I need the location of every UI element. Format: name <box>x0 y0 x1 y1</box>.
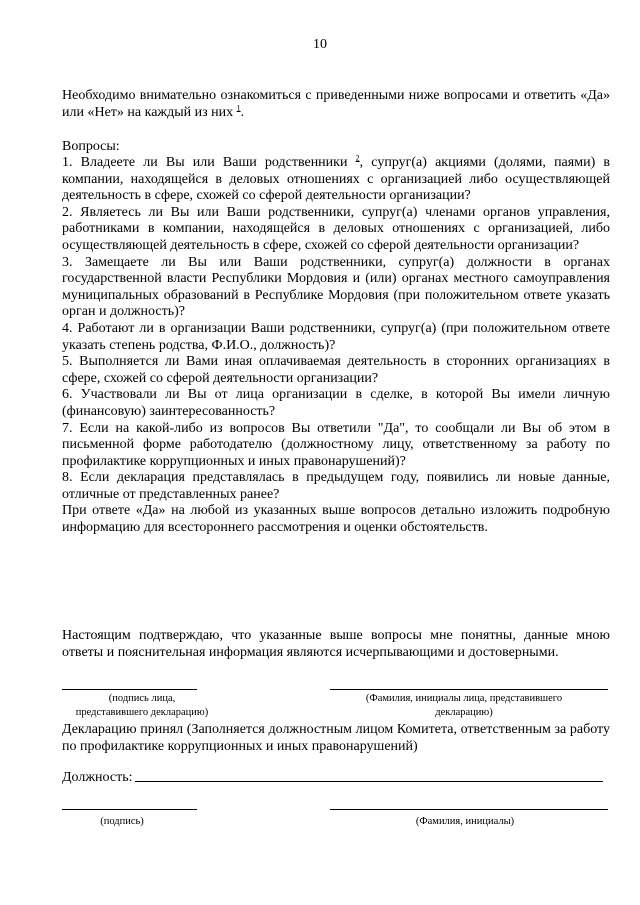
footnote-mark: 2 <box>355 153 360 163</box>
name-line[interactable] <box>330 809 608 810</box>
question-text: 1. Владеете ли Вы или Ваши родственники <box>62 155 348 170</box>
question-item <box>62 155 610 205</box>
signature-caption <box>62 692 222 720</box>
question-text-cont: , супруг(а) акциями (долями, паями) в компании, находящейся в деловых отношениях с организацией либо осуществляющей деятельность в сфере, схожей со сферой деятельности организации? <box>62 155 610 204</box>
question-item: 8. Если декларация представлялась в предыдущем году, появились ли новые данные, отличные от представленных ранее? <box>62 470 610 502</box>
signature-line[interactable] <box>62 689 197 690</box>
name-caption: (Фамилия, инициалы) <box>415 816 515 827</box>
intro-paragraph <box>62 88 610 121</box>
position-line[interactable] <box>135 781 603 782</box>
answer-instruction: При ответе «Да» на любой из указанных выше вопросов детально изложить подробную информацию для всестороннего рассмотрения и оценки обстоятельств. <box>62 503 610 536</box>
question-item: 6. Участвовали ли Вы от лица организации в сделке, в которой Вы имели личную (финансовую) заинтересованность? <box>62 387 610 419</box>
questions-list <box>62 155 610 537</box>
question-item: 5. Выполняется ли Вами иная оплачиваемая деятельность в сторонних организациях в сфере, схожей со сферой деятельности организации? <box>62 354 610 386</box>
caption-line: представившего декларацию) <box>75 707 209 718</box>
page-number: 10 <box>313 37 327 52</box>
accepted-paragraph: Декларацию принял (Заполняется должностным лицом Комитета, ответственным за работу по профилактике коррупционных и иных правонарушений) <box>62 722 610 754</box>
footnote-mark: 1 <box>236 102 241 112</box>
confirmation-paragraph: Настоящим подтверждаю, что указанные выше вопросы мне понятны, данные мною ответы и пояснительная информация являются исчерпывающими и достоверными. <box>62 628 610 660</box>
name-caption <box>340 692 588 720</box>
position-label: Должность: <box>62 770 133 785</box>
questions-heading: Вопросы: <box>62 139 120 154</box>
intro-text: Необходимо внимательно ознакомиться с приведенными ниже вопросами и ответить «Да» или «Нет» на каждый из них <box>62 88 610 120</box>
signature-line[interactable] <box>62 809 197 810</box>
caption-line: декларацию) <box>435 707 493 718</box>
question-item: 2. Являетесь ли Вы или Ваши родственники, супруг(а) членами органов управления, работниками в компании, находящейся в деловых отношениях с организацией, либо осуществляющей деятельность в сфере, схожей со сферой деятельности организации? <box>62 204 610 253</box>
intro-end: . <box>240 104 245 120</box>
caption-line: (подпись лица, <box>108 693 176 704</box>
signature-caption: (подпись) <box>100 816 144 827</box>
question-item: 7. Если на какой-либо из вопросов Вы ответили "Да", то сообщали ли Вы об этом в письменной форме работодателю (должностному лицу, ответственному за работу по профилактике коррупционных и иных правонарушений)? <box>62 420 610 469</box>
caption-line: (Фамилия, инициалы лица, представившего <box>365 693 563 704</box>
name-line[interactable] <box>330 689 608 690</box>
question-item: 3. Замещаете ли Вы или Ваши родственники, супруг(а) должности в органах государственной власти Республики Мордовия и (или) органах местного самоуправления муниципальных образований в Республике Мордовия (при положительном ответе указать орган и должность)? <box>62 254 610 320</box>
question-item: 4. Работают ли в организации Ваши родственники, супруг(а) (при положительном ответе указать степень родства, Ф.И.О., должность)? <box>62 320 610 353</box>
